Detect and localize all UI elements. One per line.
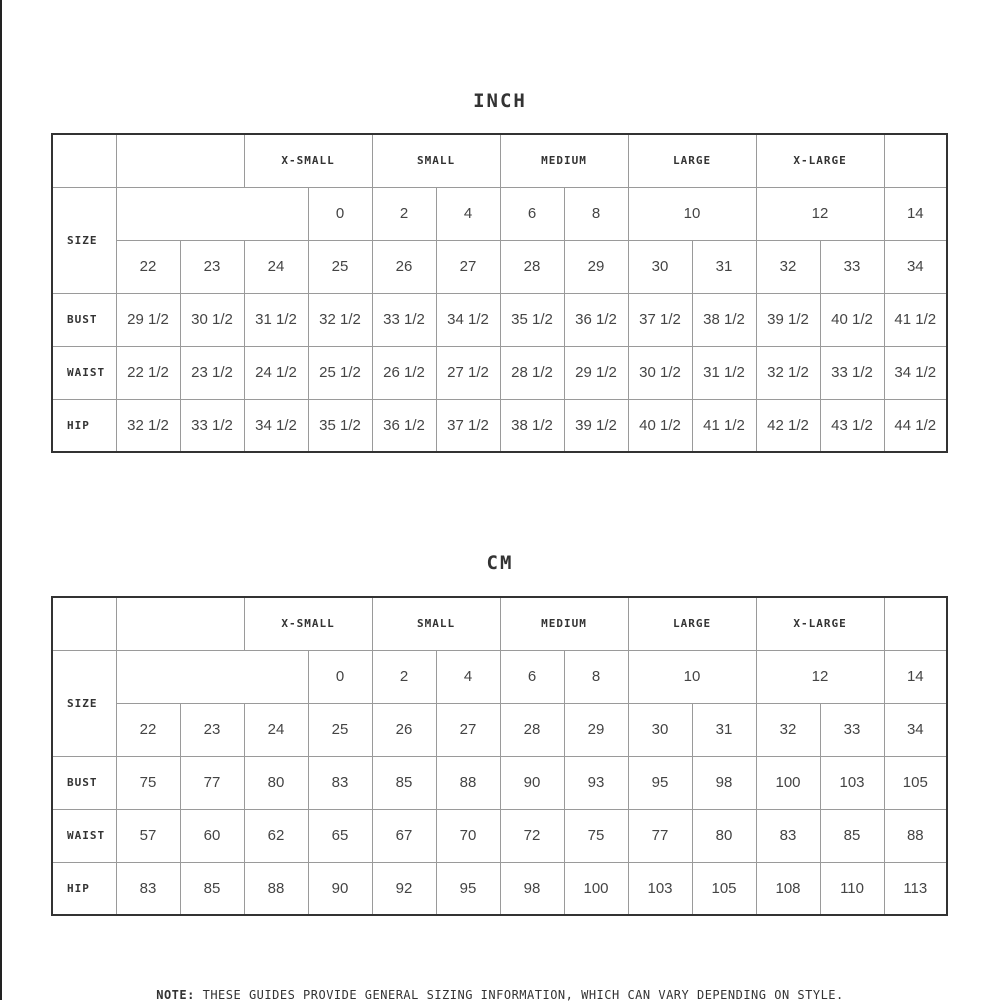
row-label: BUST xyxy=(52,756,116,809)
value-cell: 41 1/2 xyxy=(884,293,947,346)
value-cell: 31 1/2 xyxy=(692,346,756,399)
value-cell: 77 xyxy=(180,756,244,809)
us-size-cell: 4 xyxy=(436,650,500,703)
value-cell: 57 xyxy=(116,809,180,862)
value-cell: 36 1/2 xyxy=(564,293,628,346)
value-cell: 35 1/2 xyxy=(500,293,564,346)
group-x-small: X-SMALL xyxy=(244,134,372,187)
value-cell: 44 1/2 xyxy=(884,399,947,452)
value-cell: 105 xyxy=(692,862,756,915)
us-size-cell: 12 xyxy=(756,650,884,703)
inch-size-table xyxy=(51,133,948,453)
size-cell: 30 xyxy=(628,240,692,293)
size-cell: 23 xyxy=(180,240,244,293)
size-cell: 26 xyxy=(372,703,436,756)
hip-row xyxy=(52,862,947,915)
value-cell: 113 xyxy=(884,862,947,915)
size-cell: 23 xyxy=(180,703,244,756)
value-cell: 100 xyxy=(756,756,820,809)
value-cell: 83 xyxy=(308,756,372,809)
value-cell: 92 xyxy=(372,862,436,915)
row-label: WAIST xyxy=(52,809,116,862)
us-size-cell: 10 xyxy=(628,187,756,240)
size-cell: 32 xyxy=(756,703,820,756)
group-large: LARGE xyxy=(628,134,756,187)
size-cell: 24 xyxy=(244,240,308,293)
size-cell: 29 xyxy=(564,703,628,756)
note-text: THESE GUIDES PROVIDE GENERAL SIZING INFORMATION, WHICH CAN VARY DEPENDING ON STYLE. xyxy=(202,988,844,1002)
us-size-cell: 8 xyxy=(564,650,628,703)
value-cell: 85 xyxy=(820,809,884,862)
value-cell: 60 xyxy=(180,809,244,862)
size-number-row xyxy=(52,240,947,293)
note-label: NOTE: xyxy=(156,988,195,1002)
us-size-cell: 2 xyxy=(372,650,436,703)
value-cell: 33 1/2 xyxy=(820,346,884,399)
value-cell: 24 1/2 xyxy=(244,346,308,399)
value-cell: 95 xyxy=(628,756,692,809)
value-cell: 70 xyxy=(436,809,500,862)
value-cell: 23 1/2 xyxy=(180,346,244,399)
value-cell: 80 xyxy=(692,809,756,862)
value-cell: 29 1/2 xyxy=(564,346,628,399)
group-medium: MEDIUM xyxy=(500,134,628,187)
us-size-cell: 8 xyxy=(564,187,628,240)
size-cell: 27 xyxy=(436,703,500,756)
value-cell: 30 1/2 xyxy=(180,293,244,346)
us-size-cell: 10 xyxy=(628,650,756,703)
value-cell: 93 xyxy=(564,756,628,809)
us-size-cell: 14 xyxy=(884,187,947,240)
value-cell: 27 1/2 xyxy=(436,346,500,399)
value-cell: 26 1/2 xyxy=(372,346,436,399)
value-cell: 77 xyxy=(628,809,692,862)
size-cell: 33 xyxy=(820,240,884,293)
value-cell: 72 xyxy=(500,809,564,862)
size-cell: 31 xyxy=(692,703,756,756)
size-cell: 25 xyxy=(308,240,372,293)
value-cell: 39 1/2 xyxy=(756,293,820,346)
value-cell: 100 xyxy=(564,862,628,915)
size-cell: 31 xyxy=(692,240,756,293)
group-x-large: X-LARGE xyxy=(756,134,884,187)
value-cell: 75 xyxy=(116,756,180,809)
size-cell: 22 xyxy=(116,240,180,293)
size-cell: 32 xyxy=(756,240,820,293)
value-cell: 34 1/2 xyxy=(436,293,500,346)
value-cell: 108 xyxy=(756,862,820,915)
value-cell: 62 xyxy=(244,809,308,862)
value-cell: 103 xyxy=(628,862,692,915)
row-label: BUST xyxy=(52,293,116,346)
value-cell: 32 1/2 xyxy=(756,346,820,399)
value-cell: 43 1/2 xyxy=(820,399,884,452)
group-x-small: X-SMALL xyxy=(244,597,372,650)
value-cell: 110 xyxy=(820,862,884,915)
value-cell: 95 xyxy=(436,862,500,915)
size-cell: 27 xyxy=(436,240,500,293)
group-large: LARGE xyxy=(628,597,756,650)
group-small: SMALL xyxy=(372,134,500,187)
value-cell: 35 1/2 xyxy=(308,399,372,452)
bust-row xyxy=(52,293,947,346)
value-cell: 98 xyxy=(500,862,564,915)
value-cell: 40 1/2 xyxy=(820,293,884,346)
cm-size-table xyxy=(51,596,948,916)
size-cell: 34 xyxy=(884,703,947,756)
value-cell: 34 1/2 xyxy=(884,346,947,399)
value-cell: 88 xyxy=(884,809,947,862)
row-label: HIP xyxy=(52,862,116,915)
waist-row xyxy=(52,346,947,399)
value-cell: 88 xyxy=(436,756,500,809)
group-medium: MEDIUM xyxy=(500,597,628,650)
value-cell: 37 1/2 xyxy=(436,399,500,452)
value-cell: 33 1/2 xyxy=(372,293,436,346)
value-cell: 33 1/2 xyxy=(180,399,244,452)
size-label: SIZE xyxy=(52,650,116,756)
value-cell: 39 1/2 xyxy=(564,399,628,452)
us-size-cell: 12 xyxy=(756,187,884,240)
cm-section-title: CM xyxy=(486,552,514,574)
size-label: SIZE xyxy=(52,187,116,293)
value-cell: 36 1/2 xyxy=(372,399,436,452)
group-header-row xyxy=(52,597,947,650)
us-size-cell: 0 xyxy=(308,650,372,703)
value-cell: 38 1/2 xyxy=(692,293,756,346)
size-cell: 30 xyxy=(628,703,692,756)
value-cell: 37 1/2 xyxy=(628,293,692,346)
bust-row xyxy=(52,756,947,809)
value-cell: 29 1/2 xyxy=(116,293,180,346)
value-cell: 28 1/2 xyxy=(500,346,564,399)
group-x-large: X-LARGE xyxy=(756,597,884,650)
value-cell: 25 1/2 xyxy=(308,346,372,399)
value-cell: 83 xyxy=(116,862,180,915)
value-cell: 40 1/2 xyxy=(628,399,692,452)
value-cell: 90 xyxy=(308,862,372,915)
size-cell: 28 xyxy=(500,703,564,756)
value-cell: 75 xyxy=(564,809,628,862)
size-cell: 34 xyxy=(884,240,947,293)
value-cell: 32 1/2 xyxy=(116,399,180,452)
size-cell: 29 xyxy=(564,240,628,293)
us-size-cell: 2 xyxy=(372,187,436,240)
inch-section-title: INCH xyxy=(473,90,527,112)
group-header-row xyxy=(52,134,947,187)
value-cell: 32 1/2 xyxy=(308,293,372,346)
value-cell: 83 xyxy=(756,809,820,862)
value-cell: 22 1/2 xyxy=(116,346,180,399)
value-cell: 38 1/2 xyxy=(500,399,564,452)
value-cell: 90 xyxy=(500,756,564,809)
size-cell: 22 xyxy=(116,703,180,756)
size-cell: 28 xyxy=(500,240,564,293)
row-label: HIP xyxy=(52,399,116,452)
page-left-border xyxy=(0,0,2,1000)
row-label: WAIST xyxy=(52,346,116,399)
value-cell: 88 xyxy=(244,862,308,915)
size-cell: 33 xyxy=(820,703,884,756)
value-cell: 85 xyxy=(180,862,244,915)
value-cell: 30 1/2 xyxy=(628,346,692,399)
value-cell: 67 xyxy=(372,809,436,862)
us-size-cell: 4 xyxy=(436,187,500,240)
us-size-row xyxy=(52,650,947,703)
value-cell: 34 1/2 xyxy=(244,399,308,452)
size-number-row xyxy=(52,703,947,756)
value-cell: 105 xyxy=(884,756,947,809)
us-size-cell: 0 xyxy=(308,187,372,240)
size-cell: 24 xyxy=(244,703,308,756)
value-cell: 31 1/2 xyxy=(244,293,308,346)
waist-row xyxy=(52,809,947,862)
us-size-row xyxy=(52,187,947,240)
value-cell: 42 1/2 xyxy=(756,399,820,452)
hip-row xyxy=(52,399,947,452)
value-cell: 103 xyxy=(820,756,884,809)
size-cell: 25 xyxy=(308,703,372,756)
us-size-cell: 6 xyxy=(500,187,564,240)
value-cell: 85 xyxy=(372,756,436,809)
us-size-cell: 6 xyxy=(500,650,564,703)
group-small: SMALL xyxy=(372,597,500,650)
us-size-cell: 14 xyxy=(884,650,947,703)
value-cell: 80 xyxy=(244,756,308,809)
value-cell: 41 1/2 xyxy=(692,399,756,452)
value-cell: 65 xyxy=(308,809,372,862)
size-cell: 26 xyxy=(372,240,436,293)
value-cell: 98 xyxy=(692,756,756,809)
